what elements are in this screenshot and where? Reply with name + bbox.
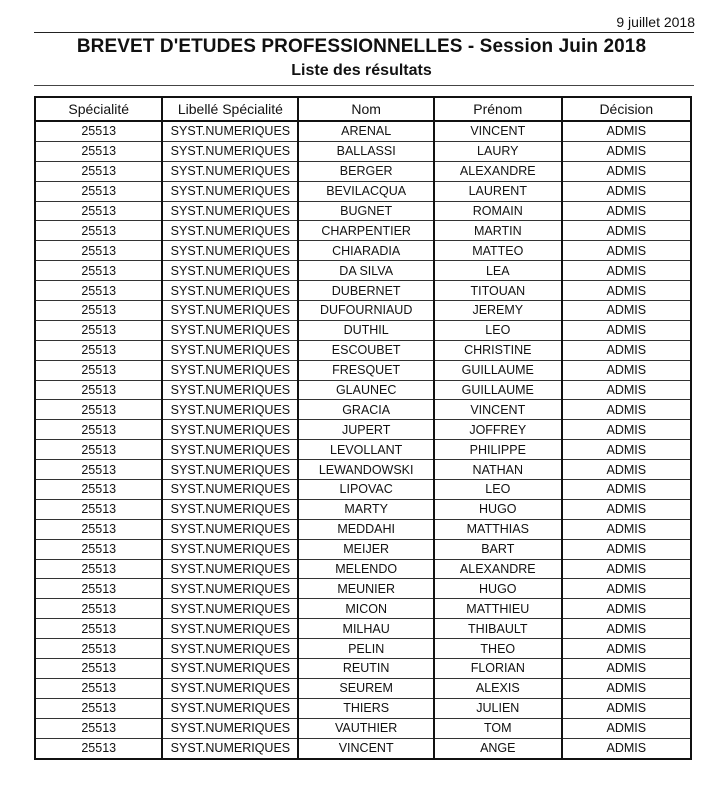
cell-prenom: VINCENT	[434, 400, 562, 420]
table-row	[35, 380, 691, 400]
cell-specialite: 25513	[35, 380, 162, 400]
cell-prenom: CHRISTINE	[434, 340, 562, 360]
cell-specialite: 25513	[35, 241, 162, 261]
cell-decision: ADMIS	[562, 440, 691, 460]
cell-decision: ADMIS	[562, 261, 691, 281]
cell-libelle-specialite: SYST.NUMERIQUES	[162, 678, 298, 698]
cell-nom: DUBERNET	[298, 281, 434, 301]
cell-nom: BUGNET	[298, 201, 434, 221]
table-row	[35, 718, 691, 738]
cell-specialite: 25513	[35, 400, 162, 420]
cell-prenom: FLORIAN	[434, 659, 562, 679]
cell-prenom: JOFFREY	[434, 420, 562, 440]
table-row	[35, 659, 691, 679]
table-row	[35, 460, 691, 480]
cell-prenom: JEREMY	[434, 301, 562, 321]
cell-decision: ADMIS	[562, 499, 691, 519]
cell-specialite: 25513	[35, 619, 162, 639]
cell-libelle-specialite: SYST.NUMERIQUES	[162, 460, 298, 480]
cell-decision: ADMIS	[562, 340, 691, 360]
cell-libelle-specialite: SYST.NUMERIQUES	[162, 698, 298, 718]
cell-specialite: 25513	[35, 281, 162, 301]
table-row	[35, 340, 691, 360]
cell-nom: BEVILACQUA	[298, 181, 434, 201]
cell-specialite: 25513	[35, 181, 162, 201]
cell-prenom: ALEXANDRE	[434, 161, 562, 181]
cell-specialite: 25513	[35, 360, 162, 380]
table-row	[35, 539, 691, 559]
cell-nom: MICON	[298, 599, 434, 619]
table-row	[35, 639, 691, 659]
cell-specialite: 25513	[35, 480, 162, 500]
cell-nom: VINCENT	[298, 738, 434, 758]
cell-nom: BALLASSI	[298, 141, 434, 161]
table-row	[35, 400, 691, 420]
cell-decision: ADMIS	[562, 360, 691, 380]
cell-nom: REUTIN	[298, 659, 434, 679]
cell-nom: MEUNIER	[298, 579, 434, 599]
cell-libelle-specialite: SYST.NUMERIQUES	[162, 480, 298, 500]
cell-libelle-specialite: SYST.NUMERIQUES	[162, 738, 298, 758]
table-row	[35, 499, 691, 519]
document-title: BREVET D'ETUDES PROFESSIONNELLES - Session Juin 2018	[76, 36, 647, 57]
table-row	[35, 121, 691, 141]
cell-nom: ARENAL	[298, 121, 434, 141]
cell-decision: ADMIS	[562, 121, 691, 141]
results-table-body	[35, 121, 691, 759]
table-row	[35, 221, 691, 241]
cell-libelle-specialite: SYST.NUMERIQUES	[162, 599, 298, 619]
cell-decision: ADMIS	[562, 420, 691, 440]
cell-specialite: 25513	[35, 579, 162, 599]
cell-nom: MEIJER	[298, 539, 434, 559]
cell-decision: ADMIS	[562, 460, 691, 480]
cell-prenom: HUGO	[434, 579, 562, 599]
table-row	[35, 440, 691, 460]
cell-specialite: 25513	[35, 301, 162, 321]
table-row	[35, 301, 691, 321]
column-header-prenom: Prénom	[434, 97, 562, 121]
cell-libelle-specialite: SYST.NUMERIQUES	[162, 221, 298, 241]
cell-specialite: 25513	[35, 420, 162, 440]
cell-prenom: MATTEO	[434, 241, 562, 261]
cell-nom: BERGER	[298, 161, 434, 181]
cell-libelle-specialite: SYST.NUMERIQUES	[162, 281, 298, 301]
cell-specialite: 25513	[35, 698, 162, 718]
table-row	[35, 420, 691, 440]
cell-prenom: TITOUAN	[434, 281, 562, 301]
table-row	[35, 320, 691, 340]
cell-prenom: HUGO	[434, 499, 562, 519]
cell-decision: ADMIS	[562, 281, 691, 301]
table-row	[35, 241, 691, 261]
table-row	[35, 161, 691, 181]
cell-libelle-specialite: SYST.NUMERIQUES	[162, 659, 298, 679]
cell-nom: DUTHIL	[298, 320, 434, 340]
cell-decision: ADMIS	[562, 400, 691, 420]
cell-specialite: 25513	[35, 718, 162, 738]
cell-prenom: LAURENT	[434, 181, 562, 201]
cell-prenom: MATTHIEU	[434, 599, 562, 619]
cell-libelle-specialite: SYST.NUMERIQUES	[162, 420, 298, 440]
cell-specialite: 25513	[35, 201, 162, 221]
cell-libelle-specialite: SYST.NUMERIQUES	[162, 340, 298, 360]
cell-prenom: LEO	[434, 480, 562, 500]
table-row	[35, 281, 691, 301]
cell-nom: SEUREM	[298, 678, 434, 698]
cell-prenom: VINCENT	[434, 121, 562, 141]
table-row	[35, 201, 691, 221]
cell-decision: ADMIS	[562, 678, 691, 698]
cell-nom: VAUTHIER	[298, 718, 434, 738]
results-table-header	[35, 97, 691, 121]
cell-decision: ADMIS	[562, 738, 691, 758]
cell-decision: ADMIS	[562, 320, 691, 340]
cell-nom: MEDDAHI	[298, 519, 434, 539]
cell-prenom: BART	[434, 539, 562, 559]
cell-decision: ADMIS	[562, 619, 691, 639]
cell-prenom: GUILLAUME	[434, 360, 562, 380]
column-header-decision: Décision	[562, 97, 691, 121]
cell-nom: CHIARADIA	[298, 241, 434, 261]
cell-prenom: ALEXIS	[434, 678, 562, 698]
cell-specialite: 25513	[35, 221, 162, 241]
cell-specialite: 25513	[35, 440, 162, 460]
cell-nom: MARTY	[298, 499, 434, 519]
column-header-libelle-specialite: Libellé Spécialité	[162, 97, 298, 121]
cell-prenom: LEO	[434, 320, 562, 340]
cell-nom: JUPERT	[298, 420, 434, 440]
cell-nom: FRESQUET	[298, 360, 434, 380]
cell-nom: THIERS	[298, 698, 434, 718]
cell-prenom: JULIEN	[434, 698, 562, 718]
cell-nom: MILHAU	[298, 619, 434, 639]
table-row	[35, 519, 691, 539]
cell-libelle-specialite: SYST.NUMERIQUES	[162, 619, 298, 639]
table-row	[35, 559, 691, 579]
cell-nom: GRACIA	[298, 400, 434, 420]
cell-prenom: THEO	[434, 639, 562, 659]
table-row	[35, 181, 691, 201]
cell-prenom: THIBAULT	[434, 619, 562, 639]
cell-libelle-specialite: SYST.NUMERIQUES	[162, 639, 298, 659]
cell-prenom: ROMAIN	[434, 201, 562, 221]
cell-specialite: 25513	[35, 141, 162, 161]
cell-decision: ADMIS	[562, 698, 691, 718]
cell-prenom: TOM	[434, 718, 562, 738]
cell-libelle-specialite: SYST.NUMERIQUES	[162, 320, 298, 340]
header-divider-top	[34, 32, 694, 33]
cell-libelle-specialite: SYST.NUMERIQUES	[162, 181, 298, 201]
cell-nom: CHARPENTIER	[298, 221, 434, 241]
table-row	[35, 619, 691, 639]
table-row	[35, 141, 691, 161]
cell-decision: ADMIS	[562, 718, 691, 738]
cell-specialite: 25513	[35, 539, 162, 559]
table-row	[35, 480, 691, 500]
header-divider-bottom	[34, 85, 694, 86]
cell-libelle-specialite: SYST.NUMERIQUES	[162, 360, 298, 380]
cell-specialite: 25513	[35, 559, 162, 579]
cell-libelle-specialite: SYST.NUMERIQUES	[162, 161, 298, 181]
cell-prenom: ANGE	[434, 738, 562, 758]
cell-libelle-specialite: SYST.NUMERIQUES	[162, 301, 298, 321]
cell-specialite: 25513	[35, 678, 162, 698]
cell-decision: ADMIS	[562, 241, 691, 261]
cell-specialite: 25513	[35, 639, 162, 659]
cell-decision: ADMIS	[562, 579, 691, 599]
table-row	[35, 360, 691, 380]
table-row	[35, 579, 691, 599]
cell-prenom: ALEXANDRE	[434, 559, 562, 579]
cell-decision: ADMIS	[562, 201, 691, 221]
document-date: 9 juillet 2018	[616, 14, 695, 30]
cell-specialite: 25513	[35, 121, 162, 141]
cell-libelle-specialite: SYST.NUMERIQUES	[162, 141, 298, 161]
cell-decision: ADMIS	[562, 559, 691, 579]
cell-nom: LIPOVAC	[298, 480, 434, 500]
document-subtitle: Liste des résultats	[291, 62, 432, 79]
cell-decision: ADMIS	[562, 519, 691, 539]
cell-prenom: PHILIPPE	[434, 440, 562, 460]
cell-specialite: 25513	[35, 519, 162, 539]
cell-decision: ADMIS	[562, 380, 691, 400]
cell-specialite: 25513	[35, 460, 162, 480]
cell-decision: ADMIS	[562, 639, 691, 659]
cell-decision: ADMIS	[562, 161, 691, 181]
table-row	[35, 738, 691, 758]
cell-libelle-specialite: SYST.NUMERIQUES	[162, 539, 298, 559]
cell-decision: ADMIS	[562, 301, 691, 321]
cell-specialite: 25513	[35, 499, 162, 519]
cell-libelle-specialite: SYST.NUMERIQUES	[162, 121, 298, 141]
cell-libelle-specialite: SYST.NUMERIQUES	[162, 201, 298, 221]
table-row	[35, 599, 691, 619]
cell-prenom: GUILLAUME	[434, 380, 562, 400]
cell-decision: ADMIS	[562, 659, 691, 679]
cell-decision: ADMIS	[562, 599, 691, 619]
cell-nom: GLAUNEC	[298, 380, 434, 400]
cell-libelle-specialite: SYST.NUMERIQUES	[162, 718, 298, 738]
cell-prenom: LEA	[434, 261, 562, 281]
cell-specialite: 25513	[35, 599, 162, 619]
column-header-specialite: Spécialité	[35, 97, 162, 121]
cell-decision: ADMIS	[562, 480, 691, 500]
cell-decision: ADMIS	[562, 181, 691, 201]
cell-nom: LEVOLLANT	[298, 440, 434, 460]
cell-libelle-specialite: SYST.NUMERIQUES	[162, 519, 298, 539]
cell-nom: ESCOUBET	[298, 340, 434, 360]
table-row	[35, 698, 691, 718]
cell-libelle-specialite: SYST.NUMERIQUES	[162, 559, 298, 579]
cell-decision: ADMIS	[562, 221, 691, 241]
cell-nom: DA SILVA	[298, 261, 434, 281]
cell-prenom: MARTIN	[434, 221, 562, 241]
cell-specialite: 25513	[35, 340, 162, 360]
cell-libelle-specialite: SYST.NUMERIQUES	[162, 440, 298, 460]
cell-nom: LEWANDOWSKI	[298, 460, 434, 480]
results-table	[34, 96, 692, 760]
cell-specialite: 25513	[35, 261, 162, 281]
cell-libelle-specialite: SYST.NUMERIQUES	[162, 499, 298, 519]
cell-prenom: LAURY	[434, 141, 562, 161]
cell-libelle-specialite: SYST.NUMERIQUES	[162, 241, 298, 261]
cell-libelle-specialite: SYST.NUMERIQUES	[162, 380, 298, 400]
cell-nom: DUFOURNIAUD	[298, 301, 434, 321]
table-row	[35, 261, 691, 281]
cell-nom: MELENDO	[298, 559, 434, 579]
cell-prenom: MATTHIAS	[434, 519, 562, 539]
cell-decision: ADMIS	[562, 141, 691, 161]
cell-libelle-specialite: SYST.NUMERIQUES	[162, 400, 298, 420]
cell-specialite: 25513	[35, 738, 162, 758]
cell-specialite: 25513	[35, 320, 162, 340]
cell-prenom: NATHAN	[434, 460, 562, 480]
cell-nom: PELIN	[298, 639, 434, 659]
cell-libelle-specialite: SYST.NUMERIQUES	[162, 579, 298, 599]
table-row	[35, 678, 691, 698]
cell-libelle-specialite: SYST.NUMERIQUES	[162, 261, 298, 281]
cell-specialite: 25513	[35, 659, 162, 679]
column-header-nom: Nom	[298, 97, 434, 121]
cell-decision: ADMIS	[562, 539, 691, 559]
cell-specialite: 25513	[35, 161, 162, 181]
header-row	[35, 97, 691, 121]
